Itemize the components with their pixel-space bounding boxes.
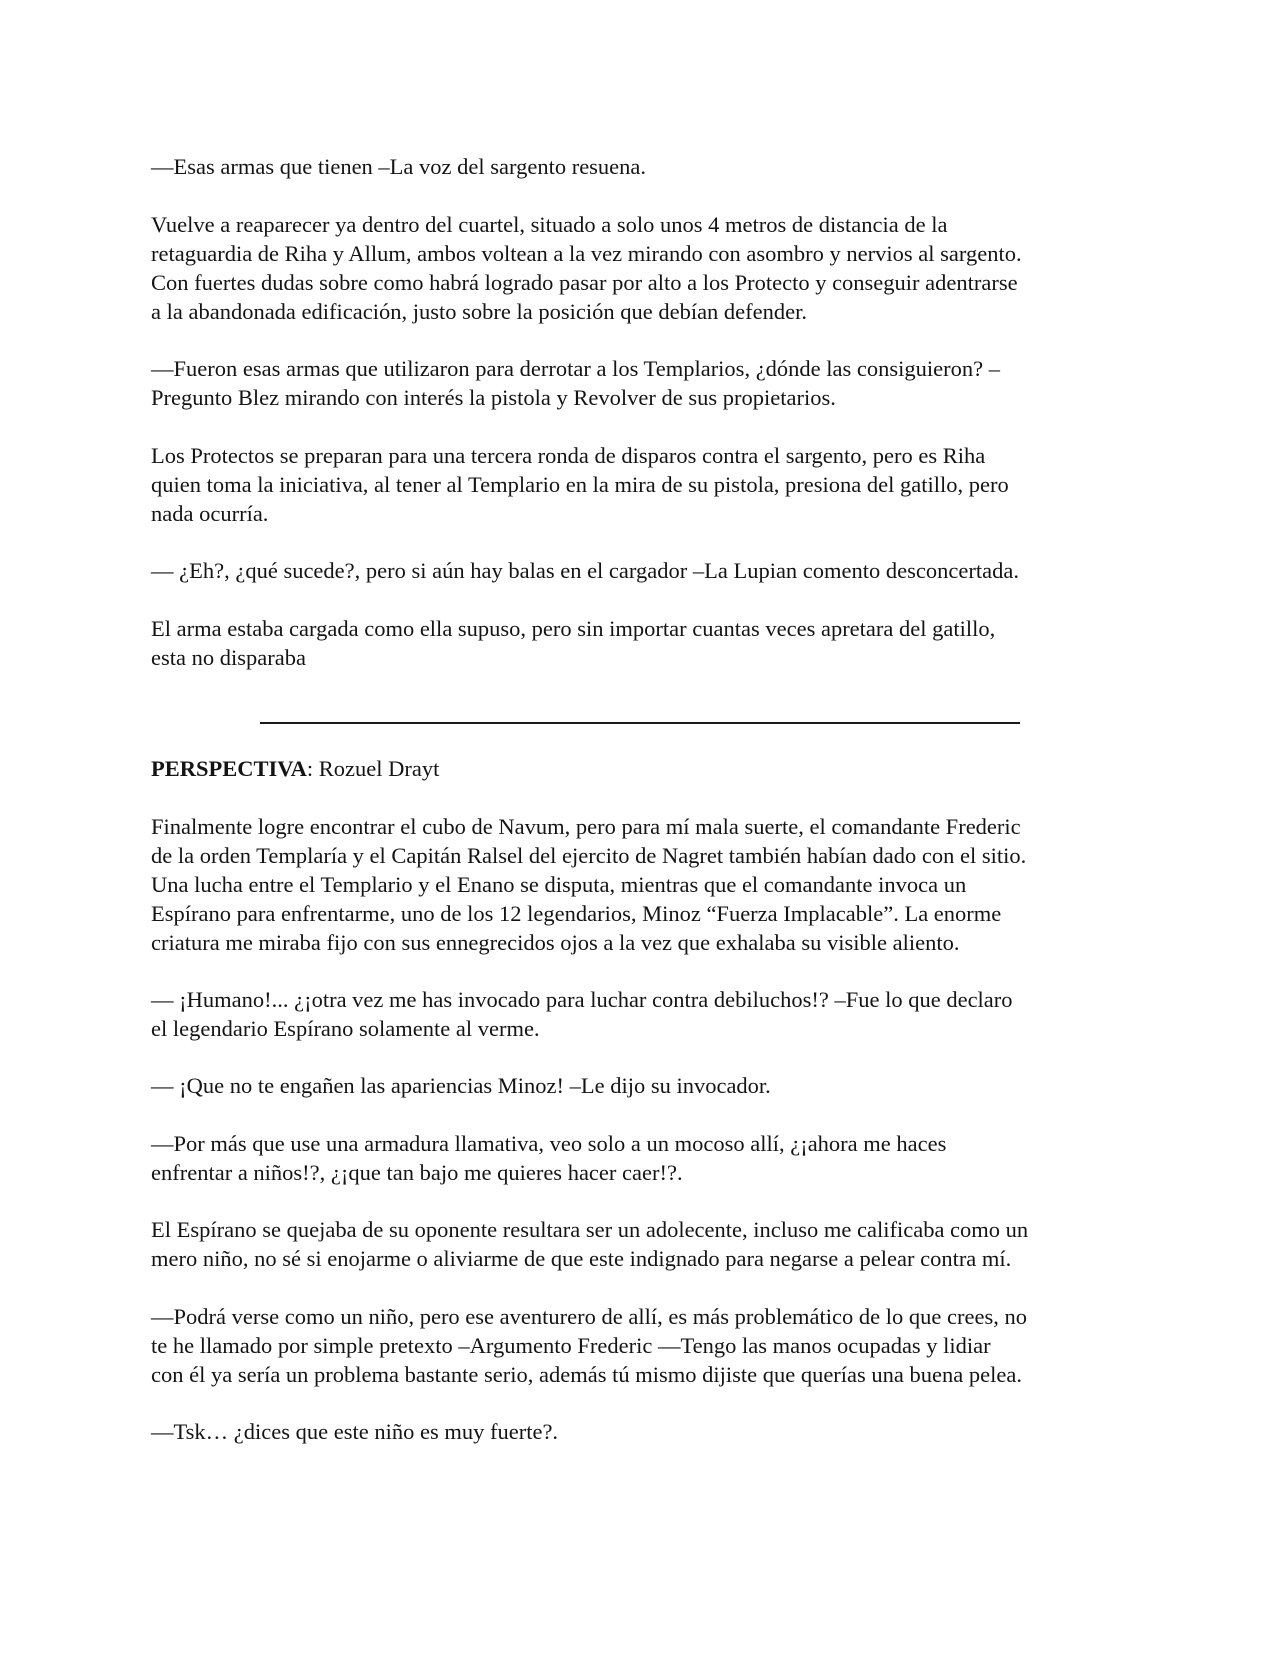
text-line: esta no disparaba <box>151 645 306 670</box>
paragraph <box>151 1417 1141 1446</box>
text-line: Espírano para enfrentarme, uno de los 12 legendarios, Minoz “Fuerza Implacable”. La enorme <box>151 901 1002 926</box>
text-line: retaguardia de Riha y Allum, ambos voltean a la vez mirando con asombro y nervios al sargento. <box>151 241 1022 266</box>
text-line: el legendario Espírano solamente al verme. <box>151 1016 540 1041</box>
paragraph <box>151 556 1141 585</box>
text-line: —Tsk… ¿dices que este niño es muy fuerte?. <box>151 1419 559 1444</box>
paragraph <box>151 985 1141 1043</box>
text-line: con él ya sería un problema bastante serio, además tú mismo dijiste que querías una buena pelea. <box>151 1362 1022 1387</box>
text-line: — ¡Que no te engañen las apariencias Minoz! –Le dijo su invocador. <box>151 1073 771 1098</box>
text-line: Una lucha entre el Templario y el Enano se disputa, mientras que el comandante invoca un <box>151 872 967 897</box>
paragraph <box>151 1302 1141 1389</box>
text-line: Finalmente logre encontrar el cubo de Navum, pero para mí mala suerte, el comandante Frederic <box>151 814 1021 839</box>
text-line: —Podrá verse como un niño, pero ese aventurero de allí, es más problemático de lo que crees, no <box>151 1304 1027 1329</box>
text-line: Con fuertes dudas sobre como habrá logrado pasar por alto a los Protecto y conseguir adentrarse <box>151 270 1018 295</box>
paragraph <box>151 210 1141 326</box>
text-line: mero niño, no sé si enojarme o aliviarme de que este indignado para negarse a pelear contra mí. <box>151 1246 1012 1271</box>
text-line: El Espírano se quejaba de su oponente resultara ser un adolecente, incluso me calificaba como un <box>151 1217 1029 1242</box>
paragraph <box>151 1129 1141 1187</box>
perspective-label: PERSPECTIVA <box>151 756 307 781</box>
text-line: nada ocurría. <box>151 501 269 526</box>
perspective-heading <box>151 754 1141 783</box>
paragraph <box>151 441 1141 528</box>
paragraph <box>151 614 1141 672</box>
paragraph <box>151 354 1141 412</box>
text-line: criatura me miraba fijo con sus ennegrecidos ojos a la vez que exhalaba su visible aliento. <box>151 930 960 955</box>
paragraph <box>151 152 1141 181</box>
section-divider <box>260 722 1020 724</box>
text-line: —Esas armas que tienen –La voz del sargento resuena. <box>151 154 647 179</box>
text-line: quien toma la iniciativa, al tener al Templario en la mira de su pistola, presiona del gatillo, pero <box>151 472 1009 497</box>
text-line: Pregunto Blez mirando con interés la pistola y Revolver de sus propietarios. <box>151 385 836 410</box>
paragraph <box>151 1071 1141 1100</box>
text-line: de la orden Templaría y el Capitán Ralsel del ejercito de Nagret también habían dado con el sitio. <box>151 843 1027 868</box>
text-line: —Fueron esas armas que utilizaron para derrotar a los Templarios, ¿dónde las consiguieron? – <box>151 356 1000 381</box>
text-line: a la abandonada edificación, justo sobre la posición que debían defender. <box>151 299 808 324</box>
text-line: Los Protectos se preparan para una tercera ronda de disparos contra el sargento, pero es Riha <box>151 443 986 468</box>
text-line: — ¿Eh?, ¿qué sucede?, pero si aún hay balas en el cargador –La Lupian comento desconcertada. <box>151 558 1019 583</box>
text-line: El arma estaba cargada como ella supuso, pero sin importar cuantas veces apretara del gatillo, <box>151 616 996 641</box>
text-line: — ¡Humano!... ¿¡otra vez me has invocado para luchar contra debiluchos!? –Fue lo que declaro <box>151 987 1013 1012</box>
perspective-name: : Rozuel Drayt <box>306 756 440 781</box>
text-line: enfrentar a niños!?, ¿¡que tan bajo me quieres hacer caer!?. <box>151 1160 683 1185</box>
paragraph <box>151 812 1141 957</box>
text-line: Vuelve a reaparecer ya dentro del cuartel, situado a solo unos 4 metros de distancia de la <box>151 212 948 237</box>
paragraph <box>151 1215 1141 1273</box>
text-line: —Por más que use una armadura llamativa, veo solo a un mocoso allí, ¿¡ahora me haces <box>151 1131 947 1156</box>
text-line: te he llamado por simple pretexto –Argumento Frederic —Tengo las manos ocupadas y lidiar <box>151 1333 991 1358</box>
